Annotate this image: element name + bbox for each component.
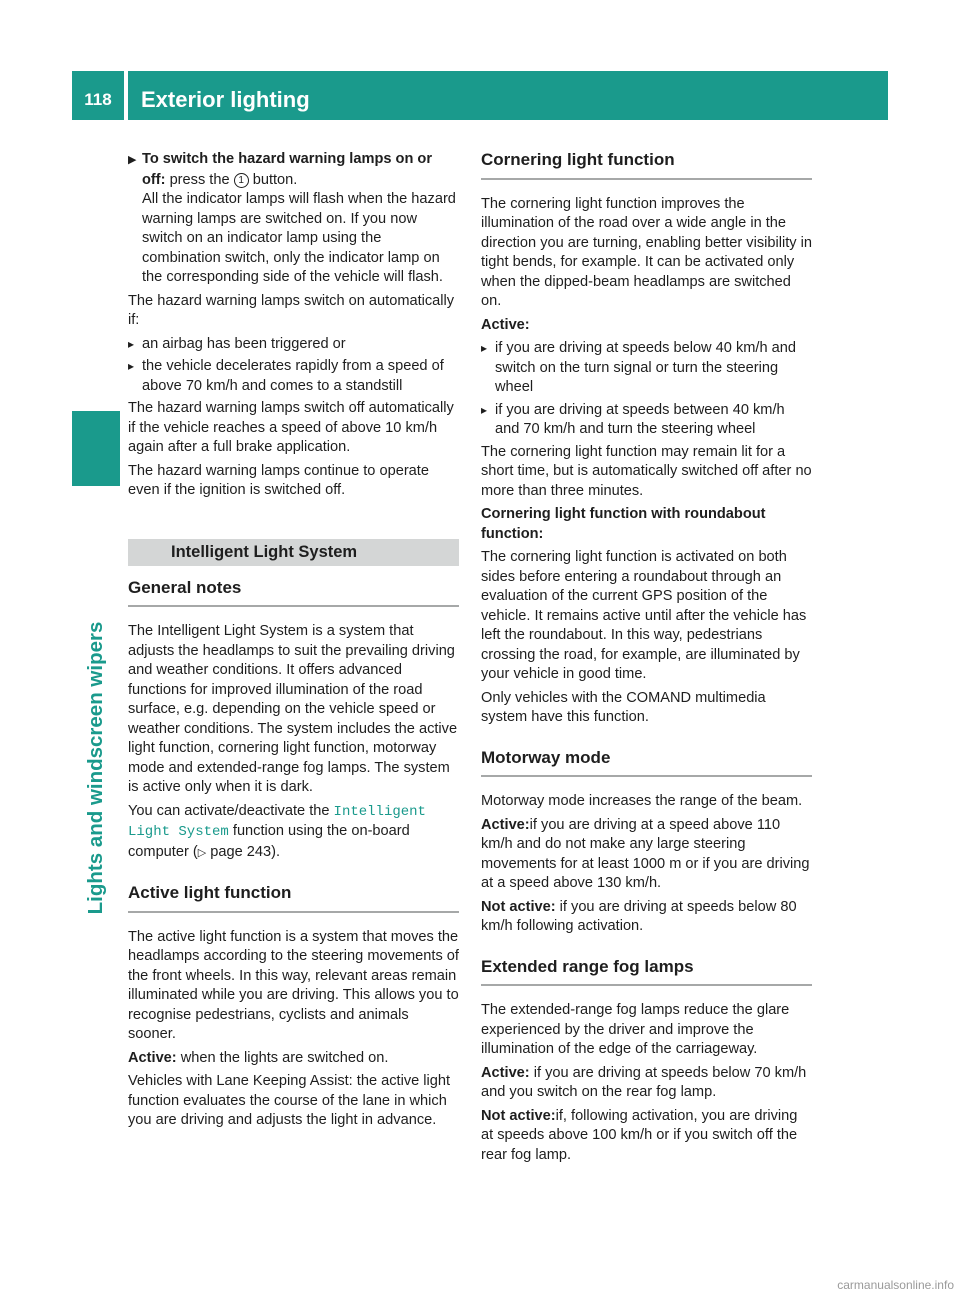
auto-off-paragraph: The hazard warning lamps switch off automatically if the vehicle reaches a speed of above 10 km/h again after a full brake application. bbox=[128, 400, 454, 455]
fog-active-label: Active: bbox=[481, 1064, 530, 1081]
page-reference-link[interactable]: page 243 bbox=[210, 843, 272, 860]
roundabout-label: Cornering light function with roundabout function: bbox=[481, 506, 766, 542]
active-text: when the lights are switched on. bbox=[180, 1049, 389, 1066]
list-item: ▸ an airbag has been triggered or bbox=[128, 335, 459, 355]
comand-paragraph: Only vehicles with the COMAND multimedia system have this function. bbox=[481, 689, 766, 725]
activate-paragraph bbox=[128, 802, 459, 864]
page-reference-arrow-icon: ▷ bbox=[197, 846, 207, 859]
active-light-condition bbox=[128, 1049, 459, 1069]
active-light-paragraph: The active light function is a system that moves the headlamps according to the steering movements of the front wheels. In this way, relevant areas remain illuminated while you are driving. This allows you to recognise pedestrians, cyclists and animals sooner. bbox=[128, 928, 459, 1042]
left-column bbox=[128, 150, 459, 1135]
activate-text-b: function using the on-board computer ( bbox=[128, 823, 410, 860]
motorway-active-label: Active: bbox=[481, 816, 530, 833]
fog-not-active bbox=[481, 1107, 812, 1166]
fog-paragraph: The extended-range fog lamps reduce the glare experienced by the driver and improve the illumination of the edge of the carriageway. bbox=[481, 1002, 790, 1057]
fog-lamps-heading: Extended range fog lamps bbox=[481, 957, 812, 987]
motorway-not-active-text: if you are driving at speeds below 80 km/h following activation. bbox=[481, 898, 797, 934]
list-item: ▸ if you are driving at speeds between 40 km/h and 70 km/h and turn the steering wheel bbox=[481, 401, 812, 440]
watermark: carmanualsonline.info bbox=[837, 1278, 954, 1292]
motorway-mode-heading: Motorway mode bbox=[481, 748, 812, 778]
step-arrow-icon: ▶ bbox=[128, 154, 137, 166]
general-paragraph: The Intelligent Light System is a system that adjusts the headlamps to suit the prevailing driving and weather conditions. It offers advanced functions for improved illumination of the road surface, e.g. depending on the vehicle speed or weather conditions. The system includes the active light function, cornering light function, motorway mode and extended-range fog lamps. The system is active only when it is dark. bbox=[128, 623, 458, 795]
side-chapter-text: Lights and windscreen wipers bbox=[84, 621, 107, 915]
general-notes-heading: General notes bbox=[128, 578, 459, 608]
activate-text-a: You can activate/deactivate the bbox=[128, 802, 330, 819]
list-item: ▸ if you are driving at speeds below 40 km/h and switch on the turn signal or turn the steering wheel bbox=[481, 339, 812, 398]
side-tab bbox=[72, 411, 120, 486]
header-divider bbox=[124, 71, 128, 120]
motorway-active-text: if you are driving at a speed above 110 km/h and do not make any large steering movements for at least 1000 m or if you are driving at a speed above 130 km/h. bbox=[481, 816, 810, 891]
lane-keeping-paragraph: Vehicles with Lane Keeping Assist: the active light function evaluates the course of the lane in which you are driving and adjusts the light in advance. bbox=[128, 1073, 451, 1128]
motorway-active bbox=[481, 816, 812, 894]
cornering-active-label: Active: bbox=[481, 316, 530, 333]
fog-active-text: if you are driving at speeds below 70 km/h and you switch on the rear fog lamp. bbox=[481, 1064, 807, 1100]
cornering-duration-paragraph: The cornering light function may remain lit for a short time, but is automatically switched off after no more than three minutes. bbox=[481, 443, 812, 499]
step-button-word: button. bbox=[252, 171, 298, 188]
menu-item-intelligent-light-system: Intelligent Light System bbox=[128, 803, 426, 840]
fog-not-active-text: if, following activation, you are driving at speeds above 100 km/h or if you switch off the rear fog lamp. bbox=[481, 1107, 798, 1163]
button-number-icon: 1 bbox=[234, 173, 249, 188]
step-press-the: press the bbox=[169, 171, 230, 188]
step-lead: To switch the hazard warning lamps on or off: bbox=[142, 151, 433, 188]
right-column bbox=[481, 150, 812, 1169]
section-title: Exterior lighting bbox=[141, 87, 310, 112]
instruction-step bbox=[128, 150, 459, 288]
active-light-heading: Active light function bbox=[128, 883, 459, 913]
fog-not-active-label: Not active: bbox=[481, 1107, 556, 1124]
ils-section-heading: Intelligent Light System bbox=[128, 539, 459, 566]
list-item: ▸ the vehicle decelerates rapidly from a speed of above 70 km/h and comes to a standstill bbox=[128, 357, 459, 396]
activate-text-c: ). bbox=[271, 843, 281, 860]
step-rest: All the indicator lamps will flash when the hazard warning lamps are switched on. If you now switch on an indicator lamp using the combination switch, only the indicator lamp on the corresponding side of the vehicle will flash. bbox=[142, 191, 456, 285]
page-number: 118 bbox=[84, 90, 112, 109]
fog-active bbox=[481, 1064, 812, 1103]
motorway-not-active bbox=[481, 898, 812, 937]
motorway-not-active-label: Not active: bbox=[481, 898, 556, 915]
motorway-paragraph: Motorway mode increases the range of the beam. bbox=[481, 793, 803, 809]
roundabout-paragraph: The cornering light function is activated on both sides before entering a roundabout through an evaluation of the current GPS position of the vehicle. It remains active until after the vehicle has left the roundabout. In this way, pedestrians crossing the road, for example, are illuminated by your vehicle in good time. bbox=[481, 549, 807, 682]
side-chapter-label bbox=[84, 621, 107, 915]
active-label: Active: bbox=[128, 1049, 177, 1066]
auto-on-intro: The hazard warning lamps switch on automatically if: bbox=[128, 292, 455, 328]
cornering-light-heading: Cornering light function bbox=[481, 150, 812, 180]
cornering-paragraph: The cornering light function improves the illumination of the road over a wide angle in the direction you are turning, enabling better visibility in tight bends, for example. It can be activated only when the dipped-beam headlamps are switched on. bbox=[481, 195, 812, 309]
continue-paragraph: The hazard warning lamps continue to operate even if the ignition is switched off. bbox=[128, 462, 429, 498]
